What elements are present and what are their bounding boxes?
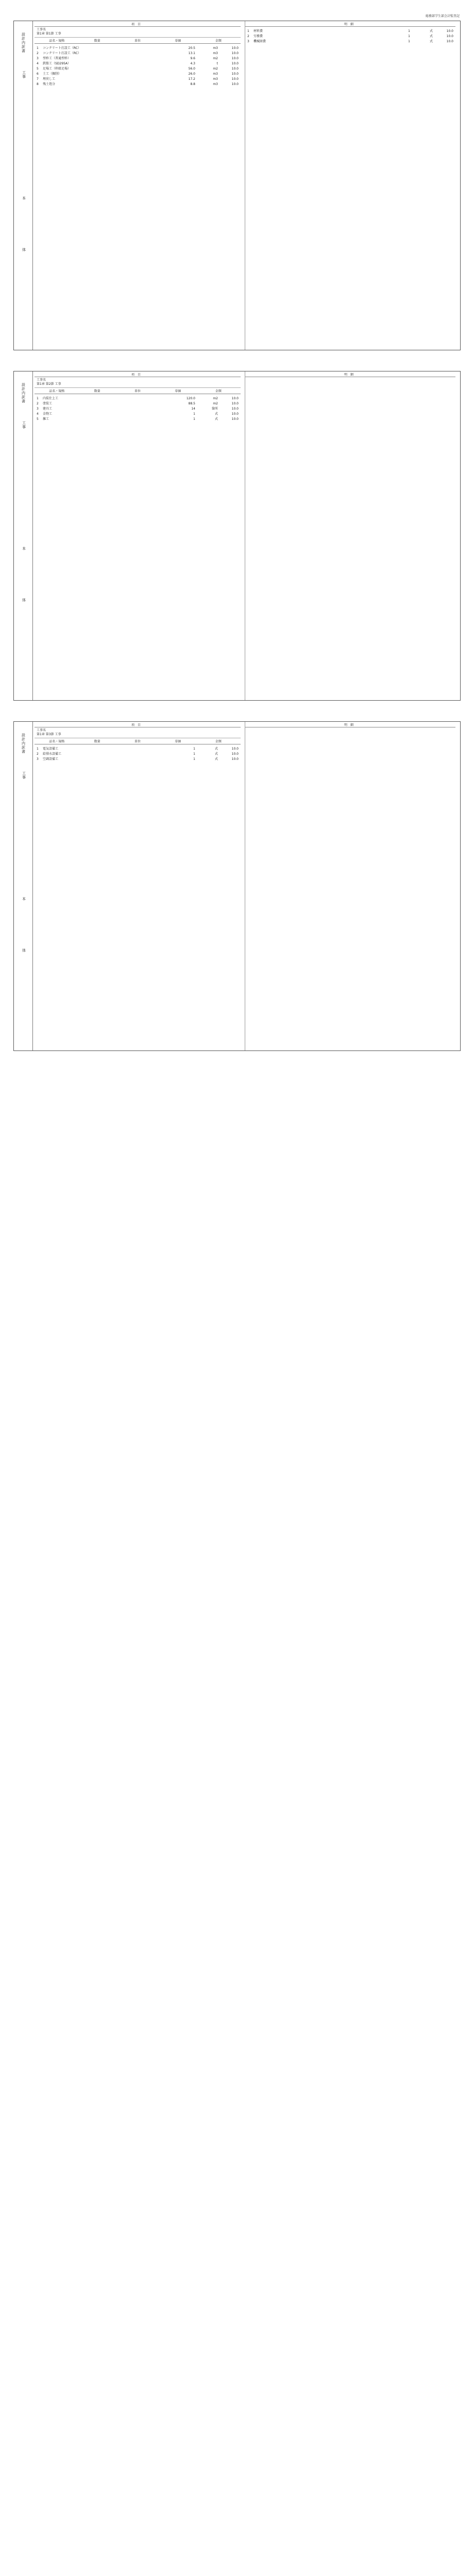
table-cell: 10.0 [231,77,239,81]
left-column-header: 項目 [35,371,241,377]
table-cell: 埋戻し工 [43,77,56,81]
table-cell: 土工（掘削） [43,72,62,76]
right-rows [245,27,455,46]
sheet-side [14,722,33,1050]
table-cell: 88.5 [188,402,195,405]
table-cell: 14 [191,407,195,411]
side-label-top: 工事 [22,771,26,779]
table-cell: 10.0 [446,29,453,33]
table-cell: 1 [193,412,195,416]
table-header-cell: 単位 [134,740,141,743]
right-column-header: 明細 [245,371,455,377]
table-row [247,34,453,39]
table-row [247,39,453,44]
table-cell: コンクリート打設工（RC） [43,52,81,55]
info-line: 工事名 [37,378,46,382]
table-cell: 10.0 [446,40,453,43]
table-cell: 10.0 [231,72,239,76]
side-label-mid: 本 [22,196,26,200]
table-cell: m2 [213,67,218,71]
right-column [245,722,455,1050]
table-header-cell: 数量 [94,39,100,43]
table-row [37,401,239,406]
table-header-cell: 品名・規格 [49,740,65,743]
table-cell: 4 [37,412,39,416]
left-column [35,21,241,350]
table-row [37,417,239,422]
table-cell: m2 [213,57,218,60]
table-cell: 空調設備工 [43,757,59,761]
table-cell: 機械経費 [253,40,266,43]
table-cell: 労務費 [253,35,263,38]
table-cell: 型枠工（普通型枠） [43,57,71,60]
side-label-mid: 本 [22,547,26,551]
table-cell: 3 [247,40,249,43]
table-cell: m2 [213,397,218,400]
left-column-header: 項目 [35,21,241,27]
table-header-cell: 単位 [134,39,141,43]
table-cell: 17.2 [188,77,195,81]
right-column [245,21,455,350]
info-block [35,377,241,388]
table-cell: 9.6 [190,57,195,60]
side-label-top: 工事 [22,71,26,79]
table-cell: 10.0 [231,82,239,86]
info-block [35,27,241,38]
sheet [13,371,461,701]
table-header-cell: 金額 [215,39,222,43]
table-cell: 56.0 [188,67,195,71]
table-header-cell: 単位 [134,389,141,393]
table-header [35,738,241,744]
table-cell: 10.0 [231,397,239,400]
side-label-low: 体 [22,948,26,953]
sheet [13,21,461,350]
table-header-cell: 品名・規格 [49,389,65,393]
table-cell: 式 [214,747,218,751]
table-header-cell: 数量 [94,740,100,743]
table-cell: 式 [429,29,433,33]
table-cell: 残土処分 [43,82,56,86]
table-cell: 1 [193,747,195,751]
sheet-side [14,21,33,350]
table-row [37,66,239,72]
sheet [13,721,461,1051]
table-cell: 建具工 [43,407,53,411]
table-cell: 10.0 [231,757,239,761]
side-label-low: 体 [22,598,26,602]
table-cell: m3 [213,82,218,86]
table-row [37,56,239,61]
table-cell: 5 [37,417,39,421]
table-cell: 7 [37,77,39,81]
table-header [35,388,241,394]
table-cell: 120.0 [186,397,195,400]
table-cell: 式 [214,417,218,421]
table-cell: 内装仕上工 [43,397,59,400]
info-line: 第1章 第2節 工事 [37,382,61,386]
table-cell: 10.0 [231,52,239,55]
table-cell: 10.0 [231,57,239,60]
table-cell: 2 [37,402,39,405]
table-cell: 1 [408,40,410,43]
info-line: 工事名 [37,728,46,732]
left-rows [35,44,241,89]
left-rows [35,394,241,424]
table-row [37,747,239,752]
table-cell: 雑工 [43,417,49,421]
table-cell: 5 [37,67,39,71]
table-cell: 10.0 [231,412,239,416]
info-line: 工事名 [37,28,46,31]
table-cell: m3 [213,72,218,76]
table-cell: 10.0 [446,35,453,38]
table-row [37,72,239,77]
table-cell: 式 [214,757,218,761]
table-cell: 式 [214,752,218,756]
table-cell: 10.0 [231,46,239,50]
table-cell: 10.0 [231,402,239,405]
table-row [37,46,239,51]
table-cell: 足場工（枠組足場） [43,67,71,71]
right-column-header: 明細 [245,722,455,727]
table-cell: 1 [408,29,410,33]
table-cell: 8 [37,82,39,86]
table-cell: 1 [37,46,39,50]
table-cell: 8.8 [190,82,195,86]
table-header-cell: 数量 [94,389,100,393]
table-row [37,757,239,762]
table-cell: 鉄筋工（SD295A） [43,62,71,65]
left-column [35,371,241,700]
table-cell: 3 [37,407,39,411]
table-cell: 1 [37,747,39,751]
table-header-cell: 金額 [215,740,222,743]
right-column [245,371,455,700]
table-cell: m3 [213,46,218,50]
table-cell: 10.0 [231,752,239,756]
side-label-top: 工事 [22,421,26,429]
table-cell: 給排水設備工 [43,752,62,756]
table-cell: 3 [37,757,39,761]
table-cell: 1 [193,752,195,756]
table-row [37,61,239,66]
info-block [35,727,241,738]
table-cell: t [216,62,218,65]
info-line: 第1章 第3節 工事 [37,733,61,736]
left-column [35,722,241,1050]
table-header-cell: 単価 [175,389,181,393]
table-cell: 箇所 [211,407,218,411]
table-cell: 式 [429,40,433,43]
table-row [37,51,239,56]
table-cell: 塗装工 [43,402,53,405]
sheet-side [14,371,33,700]
table-cell: 6 [37,72,39,76]
table-cell: 1 [193,757,195,761]
table-row [37,412,239,417]
table-row [37,396,239,401]
table-header [35,38,241,44]
table-cell: 10.0 [231,67,239,71]
table-row [37,77,239,82]
table-header-cell: 単価 [175,39,181,43]
table-cell: 材料費 [253,29,263,33]
right-column-header: 明細 [245,21,455,27]
table-cell: 式 [214,412,218,416]
table-cell: 1 [247,29,249,33]
table-cell: 3 [37,57,39,60]
table-row [37,82,239,87]
sheet-side-title: 設計内訳書 [22,383,25,403]
table-cell: 10.0 [231,747,239,751]
left-column-header: 項目 [35,722,241,727]
table-cell: 2 [37,752,39,756]
table-cell: 2 [37,52,39,55]
table-cell: m3 [213,52,218,55]
table-cell: m3 [213,77,218,81]
side-label-mid: 本 [22,897,26,901]
table-cell: 20.5 [188,46,195,50]
sheet-side-title: 設計内訳書 [22,32,25,53]
table-row [37,406,239,412]
table-cell: 金物工 [43,412,53,416]
table-cell: 10.0 [231,417,239,421]
table-cell: 1 [37,397,39,400]
side-label-low: 体 [22,248,26,252]
table-cell: 1 [408,35,410,38]
table-cell: コンクリート打設工（RC） [43,46,81,50]
table-cell: 10.0 [231,62,239,65]
sheet-side-title: 設計内訳書 [22,733,25,754]
table-cell: 4 [37,62,39,65]
info-line: 第1章 第1節 工事 [37,32,61,36]
table-cell: 電気設備工 [43,747,59,751]
table-header-cell: 品名・規格 [49,39,65,43]
table-cell: 2 [247,35,249,38]
top-note: 総務部学生部会計監査記 [425,14,460,18]
table-row [247,29,453,34]
table-header-cell: 単価 [175,740,181,743]
left-rows [35,744,241,764]
table-cell: m2 [213,402,218,405]
table-cell: 10.0 [231,407,239,411]
table-cell: 式 [429,35,433,38]
table-cell: 13.1 [188,52,195,55]
table-header-cell: 金額 [215,389,222,393]
table-cell: 26.0 [188,72,195,76]
table-row [37,752,239,757]
table-cell: 1 [193,417,195,421]
table-cell: 4.3 [190,62,195,65]
